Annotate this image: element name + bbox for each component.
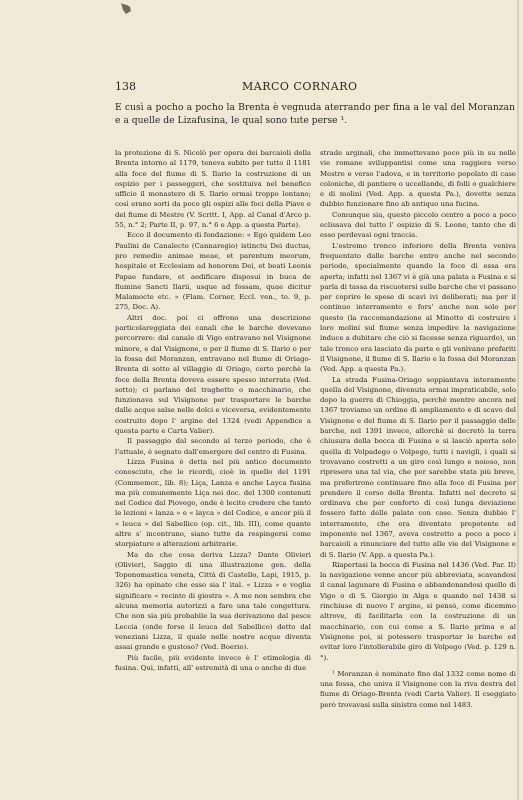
- paragraph: strade arginali, che immettevano poco più in su nelle vie romane sviluppantisi come una raggiera verso Mestre e verso l'adova, e in territorio popolato di case coloniche, di pantiere o uccellande, di folli o gualchiere e di molini (Ved. App. a questa Pa.), dovette senza dubbio funzionare fino ab antiquo una fucina.: [320, 149, 516, 209]
- paragraph: Lizza Fusina è detta nel più antico documento conosciuto, che le ricordi, cioè in quello del 1191 (Commemor., lib. 8); Liça, Lanza e anche Layca fusina ma più comunemente Liça nei doc. del 1300 contenuti nel Codice dal Piovego, onde è lecito credere che tanto le lezioni « lanza » e « layca » del Codice, e ancor più il « leuca » del Sabellico (op. cit., lib. III), come quante altre s' incontrano, siano tutte da respingersi come storpiature o alterazioni arbitrarie.: [115, 457, 311, 549]
- paragraph: Ecco il documento di fondazione: « Ego quidem Leo Paulini de Canalecto (Cannaregio) istinctu Dei ductus, pro remedio animae meae, et parentum meorum, hospitale et Ecclesiam ad honorem Dei, et beati Leonis Papae fundare, et aedificare disposui in buca de flumine Sancti Ilarii, usque ad fossam, quae dicitur Malamocte etc. » (Flam. Corner, Eccl. ven., to. 9, p. 275, Doc. A).: [115, 231, 311, 312]
- paragraph: La strada Fusina-Oriago soppiantava interamente quella del Visignone, divenuta ormai impraticabile, solo dopo la guerra di Chioggia, perchè mentre ancora nel 1367 troviamo un ordine di ampliamento e di scavo del Visignone e del fiume di S. Ilario per il passaggio delle barche, nel 1391 invece, allorchè si decretò la terra chiusura della bocca di Fusina e si lasciò aperta solo quella di Volpadego o Volpego, tutti i navigli, i quali si trovavano costretti a un giro così lungo e noioso, non ripresero una tal via, che per sarebbe stata più breve, ma preferirono continuare fino alla foce di Fusina per prendere il corso della Brenta. Infatti nel decreto si ordinava che per conforto di così lunga deviazione fossero fatte delle palate con case. Senza dubbio l' interramento, che era diventato prepotente ed imponente nel 1367, aveva costretto a poco a poco i barcaioli a rinunciare del tutto alle vie del Visignone e di S. Ilario (V. App. a questa Pa.).: [320, 375, 516, 559]
- paragraph: Il passaggio dal secondo al terzo periodo, che è l'attuale, è segnato dall'emergere del centro di Fusina.: [115, 437, 311, 456]
- footnote: ¹ Moranzan è nominato fino dal 1332 come nome di una fossa, che univa il Visignone con la riva destra del fiume di Oriago-Brenta (vedi Carta Valier). Il cseggiato però trovavasi sulla sinistra come nel 1483.: [320, 669, 516, 709]
- paragraph: Più facile, più evidente invece è l' etimologia di fusina. Qui, infatti, all' estremità di una o anche di due: [115, 653, 311, 672]
- left-column: [115, 148, 311, 673]
- page-edge: [517, 0, 519, 800]
- paragraph: Altri doc. poi ci offrono una descrizione particolareggiata dei canali che le barche dovevano percorrere: dal canale di Vigo entravano nel Visignone minore, e dal Visignone, o per il fiume di S. Ilario o per la fossa del Moranzan, entravano nel fiume di Oriago-Brenta di sotto al villaggio di Oriago, certo perchè la foce della Brenta doveva essere spesso interrata (Ved. sotto); ci parlano del traghetto o macchinario, che funzionava sul Visignone per trasportare le barche dalle acque salse nelle dolci e viceversa, evidentemente costruito dopo l' argine del 1324 (vedi Appendice a questa parte e Carta Valier).: [115, 313, 311, 436]
- right-column: [320, 148, 516, 710]
- paragraph: L'estremo tronco inferiore della Brenta veniva frequentato dalle barche entro anche nel secondo periodo, specialmente quando la foce di essa era aperta; infatti nel 1367 vi è già una palata a Fusina e si parla di tassa da riscuotersi sulle barche che vi passano per coprire le spese di scavi ivi deliberati; ma per il continuo interramento e fors' anche non solo per questo (la raccomandazione al Minotto di costruire i loro molini sul fiume senza impedire la navigazione induce a dubitare che ciò si facesse senza riguardo), un tale tronco era lasciato da parte e gli venivano preferiti il Visignone, il fiume di S. Ilario e la fossa del Moranzan (Ved. App. a questa Pa.).: [320, 241, 516, 374]
- page-header: [115, 80, 415, 94]
- paragraph: la protezione di S. Nicolò per opera dei barcaioli della Brenta intorno al 1179, teneva subito per tutto il 1181 alla foce del fiume di S. Ilario la costruzione di un ospizio per i passeggeri, che sostituiva nel benefico ufficio il monastero di S. Ilario ormai troppo lontano; così erano sorti da poco gli ospizi alle foci della Piave e del fiume di Mestre (V. Scritt. I, App. al Canal d'Arco p. 55, n.° 2; Parte II, p. 97, n.° 6 e App. a questa Parte).: [115, 149, 311, 230]
- lead-paragraph: E cusì a pocho a pocho la Brenta è vegnuda aterrando per fina a le val del Moranzan e a quelle de Lizafusina, le qual sono tute perse ¹.: [115, 102, 515, 126]
- paragraph: Comunque sia, questo piccolo centro a poco a poco eclissava del tutto l' ospizio di S. Leone, tanto che di esso perdevasi ogni traccia.: [320, 210, 516, 240]
- paragraph: Riapertasi la bocca di Fusina nel 1436 (Ved. Par. II) la navigazione venne ancor più abbreviata, scavandosi il canal lagunare di Fusina e abbandonandosi quello di Vigo o di S. Giorgio in Alga e quando nel 1438 si rinchiuse di nuovo l' argine, si pensò, come dicemmo altrove, di facilitarla con la costruzione di un macchinario, con cui come a S. Ilario prima e al Visignone poi, si potessero trasportar le barche ed evitar loro l'intollerabile giro di Volpego (Ved. p. 129 n.°).: [320, 560, 516, 662]
- page-number: 138: [115, 80, 136, 93]
- running-title: MARCO CORNARO: [242, 80, 358, 93]
- ink-smudge: [118, 2, 134, 16]
- paragraph: Ma da che cosa deriva Lizza? Dante Olivieri (Olivieri, Saggio di una illustrazione gen. della Toponomastica veneta, Città di Castello, Lapi, 1915, p. 326) ha opinato che esso sia l' ital. « Lizza » e voglia significare « recinto di giostra ». A me non sembra che alcuna memoria autorizzi a fare una tale congettura. Che non sia più probabile la sua derivazione dal pesce Leccia (onde forse il leuca del Sabellico) detto dal veneziani Lizza, il quale nelle nostre acque diventa assai grande e gustoso? (Ved. Boerio).: [115, 550, 311, 652]
